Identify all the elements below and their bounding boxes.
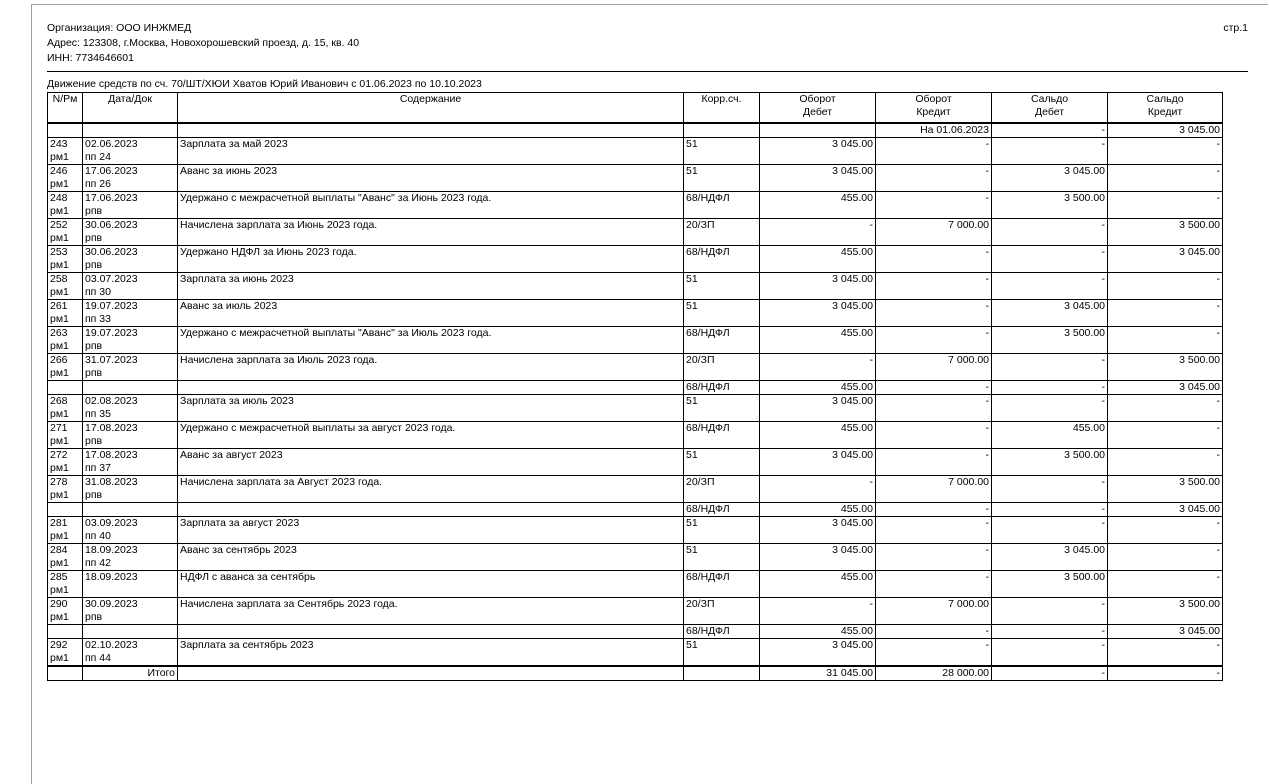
cell-turnover-credit: - (876, 327, 992, 354)
cell-date-doc: 02.06.2023 пп 24 (83, 138, 178, 165)
cell-corr-account: 68/НДФЛ (684, 503, 760, 517)
cell-turnover-credit: - (876, 503, 992, 517)
table-row (48, 544, 1223, 571)
cell-date-doc: 31.08.2023 рпв (83, 476, 178, 503)
cell-balance-debit: - (992, 354, 1108, 381)
totals-turnover-debit: 31 045.00 (760, 666, 876, 681)
cell-num: 272 рм1 (48, 449, 83, 476)
cell-content: Аванс за сентябрь 2023 (178, 544, 684, 571)
cell-content: Зарплата за май 2023 (178, 138, 684, 165)
organization-inn: ИНН: 7734646601 (47, 52, 134, 64)
cell-content (178, 503, 684, 517)
col-header-corr: Корр.сч. (684, 93, 760, 124)
cell-balance-credit: - (1108, 449, 1223, 476)
totals-balance-debit: - (992, 666, 1108, 681)
cell-turnover-debit: 455.00 (760, 625, 876, 639)
cell-turnover-credit: - (876, 246, 992, 273)
cell-turnover-credit: - (876, 625, 992, 639)
cell-num: 281 рм1 (48, 517, 83, 544)
cell-date-doc: 30.09.2023 рпв (83, 598, 178, 625)
cell-balance-debit: 3 500.00 (992, 449, 1108, 476)
cell-turnover-debit: 3 045.00 (760, 517, 876, 544)
cell-content: Начислена зарплата за Сентябрь 2023 года. (178, 598, 684, 625)
table-row (48, 354, 1223, 381)
cell-corr-account: 51 (684, 517, 760, 544)
cell-num: 271 рм1 (48, 422, 83, 449)
cell-date-doc: 03.07.2023 пп 30 (83, 273, 178, 300)
cell-balance-debit: - (992, 219, 1108, 246)
cell-num (48, 503, 83, 517)
cell-balance-credit: 3 045.00 (1108, 246, 1223, 273)
table-row (48, 273, 1223, 300)
cell-date-doc: 19.07.2023 рпв (83, 327, 178, 354)
cell-num: 292 рм1 (48, 639, 83, 667)
table-row (48, 503, 1223, 517)
cell-balance-debit: 3 500.00 (992, 327, 1108, 354)
cell-balance-credit: 3 500.00 (1108, 598, 1223, 625)
cell-turnover-debit: 3 045.00 (760, 639, 876, 667)
table-row (48, 381, 1223, 395)
table-row (48, 395, 1223, 422)
cell-corr-account: 51 (684, 639, 760, 667)
cell-date-doc: 30.06.2023 рпв (83, 246, 178, 273)
cell-balance-debit: - (992, 639, 1108, 667)
cell-balance-debit: - (992, 381, 1108, 395)
report-page (31, 4, 1268, 784)
cell-turnover-credit: - (876, 381, 992, 395)
cell-turnover-debit: - (760, 598, 876, 625)
cell-content: Зарплата за сентябрь 2023 (178, 639, 684, 667)
cell-turnover-credit: - (876, 300, 992, 327)
cell-content: Зарплата за август 2023 (178, 517, 684, 544)
cell-content: Удержано с межрасчетной выплаты за август 2023 года. (178, 422, 684, 449)
table-row (48, 571, 1223, 598)
cell-content: Аванс за июнь 2023 (178, 165, 684, 192)
opening-balance-label: На 01.06.2023 (876, 123, 992, 138)
cell-num (48, 381, 83, 395)
cell-num: 253 рм1 (48, 246, 83, 273)
cell-corr-account: 51 (684, 395, 760, 422)
cell-corr-account: 68/НДФЛ (684, 192, 760, 219)
cell-balance-debit: 3 500.00 (992, 571, 1108, 598)
cell-content: Аванс за август 2023 (178, 449, 684, 476)
cell-content: Зарплата за июль 2023 (178, 395, 684, 422)
cell-balance-debit: - (992, 476, 1108, 503)
cell-balance-debit: - (992, 517, 1108, 544)
cell-balance-debit: 3 045.00 (992, 165, 1108, 192)
cell-date-doc: 02.08.2023 пп 35 (83, 395, 178, 422)
cell-turnover-debit: 455.00 (760, 422, 876, 449)
col-header-num: N/Рм (48, 93, 83, 124)
cell-corr-account: 51 (684, 165, 760, 192)
cell-date-doc: 17.08.2023 пп 37 (83, 449, 178, 476)
cell-balance-credit: - (1108, 165, 1223, 192)
cell-balance-debit: 3 045.00 (992, 300, 1108, 327)
table-row (48, 165, 1223, 192)
cell-turnover-credit: - (876, 165, 992, 192)
cell-date-doc: 17.06.2023 рпв (83, 192, 178, 219)
cell-content: Удержано НДФЛ за Июнь 2023 года. (178, 246, 684, 273)
opening-balance-credit: 3 045.00 (1108, 123, 1223, 138)
table-row (48, 300, 1223, 327)
cell-num: 252 рм1 (48, 219, 83, 246)
opening-balance-debit: - (992, 123, 1108, 138)
cell-date-doc: 17.08.2023 рпв (83, 422, 178, 449)
cell-content: Аванс за июль 2023 (178, 300, 684, 327)
cell-turnover-debit: 455.00 (760, 327, 876, 354)
table-header-row (48, 93, 1223, 124)
cell-balance-credit: 3 045.00 (1108, 503, 1223, 517)
cell-balance-credit: - (1108, 395, 1223, 422)
account-movement-table (47, 92, 1223, 681)
cell-balance-credit: 3 500.00 (1108, 476, 1223, 503)
cell-content (178, 625, 684, 639)
organization-name: Организация: ООО ИНЖМЕД (47, 22, 192, 34)
cell-balance-credit: - (1108, 544, 1223, 571)
report-title: Движение средств по сч. 70/ШТ/ХЮИ Хватов Юрий Иванович с 01.06.2023 по 10.10.2023 (47, 78, 482, 90)
cell-corr-account: 20/ЗП (684, 354, 760, 381)
cell-content: Начислена зарплата за Июль 2023 года. (178, 354, 684, 381)
cell-turnover-debit: - (760, 354, 876, 381)
table-row (48, 192, 1223, 219)
cell-corr-account: 68/НДФЛ (684, 246, 760, 273)
cell-num: 263 рм1 (48, 327, 83, 354)
cell-num: 266 рм1 (48, 354, 83, 381)
cell-content: Удержано с межрасчетной выплаты "Аванс" за Июль 2023 года. (178, 327, 684, 354)
table-row (48, 246, 1223, 273)
cell-turnover-debit: 455.00 (760, 571, 876, 598)
cell-num: 261 рм1 (48, 300, 83, 327)
cell-turnover-credit: 7 000.00 (876, 219, 992, 246)
cell-turnover-credit: - (876, 517, 992, 544)
cell-corr-account: 68/НДФЛ (684, 625, 760, 639)
table-row (48, 625, 1223, 639)
cell-corr-account: 51 (684, 449, 760, 476)
cell-corr-account: 51 (684, 300, 760, 327)
cell-balance-credit: 3 500.00 (1108, 354, 1223, 381)
cell-balance-credit: 3 045.00 (1108, 381, 1223, 395)
cell-date-doc: 03.09.2023 пп 40 (83, 517, 178, 544)
cell-num: 246 рм1 (48, 165, 83, 192)
cell-turnover-credit: - (876, 639, 992, 667)
col-header-date: Дата/Док (83, 93, 178, 124)
cell-turnover-debit: 3 045.00 (760, 273, 876, 300)
cell-date-doc: 02.10.2023 пп 44 (83, 639, 178, 667)
cell-turnover-credit: 7 000.00 (876, 598, 992, 625)
cell-turnover-credit: - (876, 138, 992, 165)
cell-date-doc: 30.06.2023 рпв (83, 219, 178, 246)
cell-turnover-credit: - (876, 544, 992, 571)
cell-balance-debit: - (992, 395, 1108, 422)
cell-turnover-debit: 455.00 (760, 381, 876, 395)
cell-content: Зарплата за июнь 2023 (178, 273, 684, 300)
cell-balance-debit: 3 045.00 (992, 544, 1108, 571)
col-header-turnover-credit: Оборот Кредит (876, 93, 992, 124)
cell-turnover-debit: 3 045.00 (760, 449, 876, 476)
cell-balance-debit: - (992, 138, 1108, 165)
cell-balance-credit: - (1108, 639, 1223, 667)
cell-content: Удержано с межрасчетной выплаты "Аванс" за Июнь 2023 года. (178, 192, 684, 219)
cell-num: 243 рм1 (48, 138, 83, 165)
cell-turnover-debit: - (760, 219, 876, 246)
table-row (48, 327, 1223, 354)
cell-num: 284 рм1 (48, 544, 83, 571)
cell-num: 290 рм1 (48, 598, 83, 625)
cell-turnover-debit: 455.00 (760, 192, 876, 219)
cell-date-doc (83, 381, 178, 395)
cell-balance-credit: - (1108, 517, 1223, 544)
cell-turnover-credit: 7 000.00 (876, 476, 992, 503)
cell-corr-account: 20/ЗП (684, 219, 760, 246)
cell-turnover-debit: 3 045.00 (760, 395, 876, 422)
cell-date-doc: 17.06.2023 пп 26 (83, 165, 178, 192)
cell-balance-credit: - (1108, 192, 1223, 219)
cell-content: НДФЛ с аванса за сентябрь (178, 571, 684, 598)
cell-num: 258 рм1 (48, 273, 83, 300)
header-divider (47, 71, 1248, 72)
totals-balance-credit: - (1108, 666, 1223, 681)
cell-turnover-credit: - (876, 571, 992, 598)
table-row (48, 598, 1223, 625)
cell-turnover-credit: - (876, 273, 992, 300)
cell-date-doc: 19.07.2023 пп 33 (83, 300, 178, 327)
cell-turnover-debit: 455.00 (760, 503, 876, 517)
cell-corr-account: 68/НДФЛ (684, 571, 760, 598)
col-header-balance-credit: Сальдо Кредит (1108, 93, 1223, 124)
cell-content: Начислена зарплата за Июнь 2023 года. (178, 219, 684, 246)
cell-balance-debit: 3 500.00 (992, 192, 1108, 219)
cell-turnover-debit: 3 045.00 (760, 300, 876, 327)
cell-corr-account: 68/НДФЛ (684, 327, 760, 354)
table-row (48, 476, 1223, 503)
cell-date-doc: 31.07.2023 рпв (83, 354, 178, 381)
cell-turnover-debit: - (760, 476, 876, 503)
cell-turnover-debit: 3 045.00 (760, 138, 876, 165)
cell-num: 268 рм1 (48, 395, 83, 422)
cell-num: 285 рм1 (48, 571, 83, 598)
col-header-turnover-debit: Оборот Дебет (760, 93, 876, 124)
cell-turnover-credit: - (876, 192, 992, 219)
page-number: стр.1 (1223, 22, 1248, 34)
cell-balance-credit: - (1108, 327, 1223, 354)
col-header-balance-debit: Сальдо Дебет (992, 93, 1108, 124)
cell-date-doc (83, 625, 178, 639)
organization-address: Адрес: 123308, г.Москва, Новохорошевский проезд, д. 15, кв. 40 (47, 37, 360, 49)
cell-balance-credit: - (1108, 273, 1223, 300)
cell-balance-credit: - (1108, 300, 1223, 327)
cell-turnover-debit: 3 045.00 (760, 544, 876, 571)
cell-turnover-credit: - (876, 449, 992, 476)
cell-date-doc (83, 503, 178, 517)
table-row (48, 422, 1223, 449)
cell-balance-debit: - (992, 598, 1108, 625)
table-row (48, 449, 1223, 476)
cell-corr-account: 51 (684, 273, 760, 300)
cell-corr-account: 20/ЗП (684, 598, 760, 625)
cell-balance-debit: - (992, 503, 1108, 517)
table-row (48, 639, 1223, 667)
cell-balance-debit: 455.00 (992, 422, 1108, 449)
cell-date-doc: 18.09.2023 пп 42 (83, 544, 178, 571)
cell-balance-credit: - (1108, 138, 1223, 165)
cell-corr-account: 51 (684, 544, 760, 571)
table-row (48, 138, 1223, 165)
cell-num (48, 625, 83, 639)
cell-corr-account: 51 (684, 138, 760, 165)
cell-balance-debit: - (992, 625, 1108, 639)
cell-turnover-debit: 455.00 (760, 246, 876, 273)
totals-row (48, 666, 1223, 681)
cell-balance-credit: - (1108, 571, 1223, 598)
cell-balance-credit: - (1108, 422, 1223, 449)
cell-content: Начислена зарплата за Август 2023 года. (178, 476, 684, 503)
cell-balance-credit: 3 500.00 (1108, 219, 1223, 246)
cell-date-doc: 18.09.2023 (83, 571, 178, 598)
cell-content (178, 381, 684, 395)
cell-turnover-credit: - (876, 395, 992, 422)
col-header-content: Содержание (178, 93, 684, 124)
totals-turnover-credit: 28 000.00 (876, 666, 992, 681)
cell-turnover-debit: 3 045.00 (760, 165, 876, 192)
table-row (48, 517, 1223, 544)
cell-corr-account: 68/НДФЛ (684, 381, 760, 395)
cell-num: 278 рм1 (48, 476, 83, 503)
cell-num: 248 рм1 (48, 192, 83, 219)
cell-balance-debit: - (992, 246, 1108, 273)
cell-balance-credit: 3 045.00 (1108, 625, 1223, 639)
totals-label: Итого (83, 666, 178, 681)
cell-turnover-credit: 7 000.00 (876, 354, 992, 381)
table-row (48, 219, 1223, 246)
cell-balance-debit: - (992, 273, 1108, 300)
opening-balance-row (48, 123, 1223, 138)
cell-corr-account: 20/ЗП (684, 476, 760, 503)
cell-corr-account: 68/НДФЛ (684, 422, 760, 449)
cell-turnover-credit: - (876, 422, 992, 449)
